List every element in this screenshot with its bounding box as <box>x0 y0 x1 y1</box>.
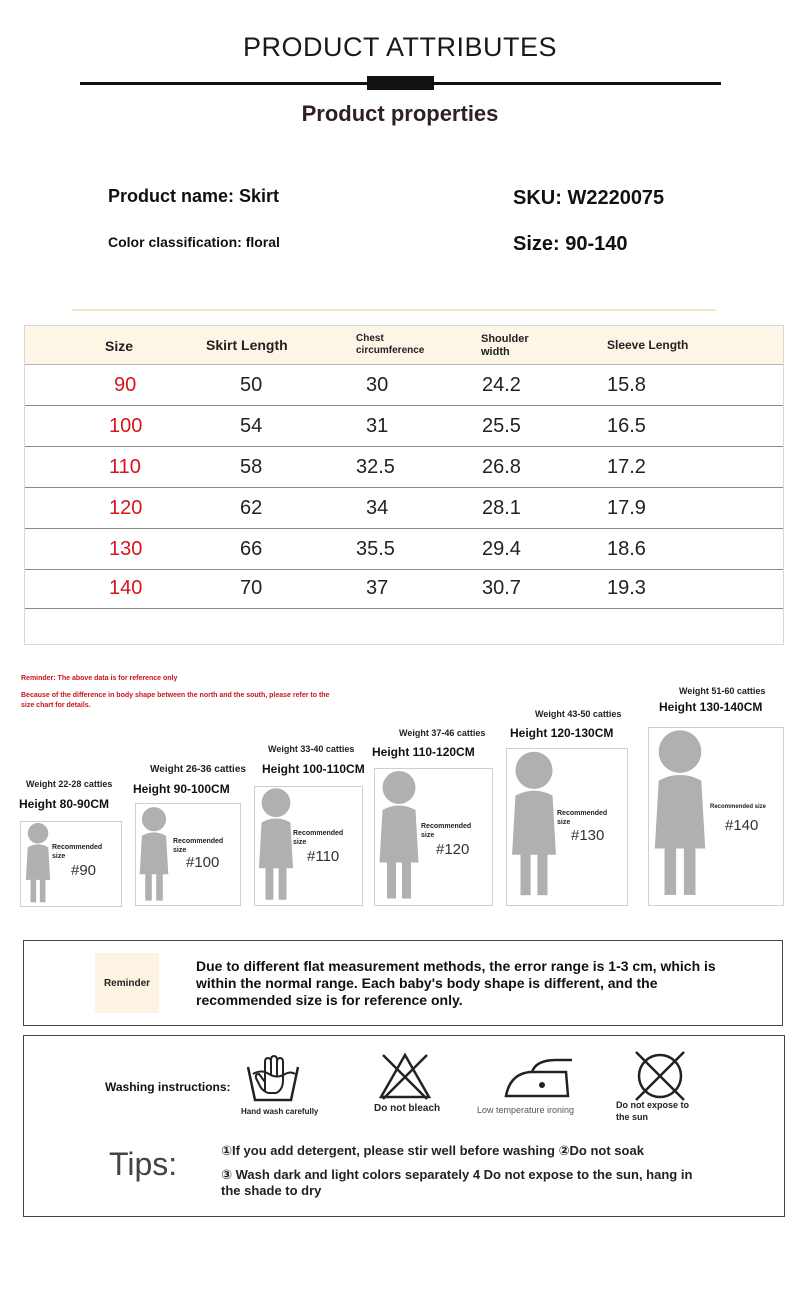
table-cell: 29.4 <box>482 538 521 560</box>
product-name: Product name: Skirt <box>108 186 280 206</box>
recommended-label: Recommended size <box>710 804 767 810</box>
recommended-size-code: #110 <box>307 848 340 865</box>
column-header-skirt-length: Skirt Length <box>206 337 288 353</box>
table-cell: 32.5 <box>356 456 395 478</box>
product-size-range: Size: 90-140 <box>513 233 628 255</box>
size-guide-weight: Weight 43-50 catties <box>535 709 622 719</box>
reference-note: Reminder: The above data is for reference only <box>21 675 178 682</box>
recommended-label: Recommended size <box>52 844 103 860</box>
table-cell: 28.1 <box>482 497 521 519</box>
table-cell-size: 100 <box>109 415 143 437</box>
table-cell-size: 120 <box>109 497 143 519</box>
table-cell: 54 <box>240 415 263 437</box>
table-cell: 62 <box>240 497 263 519</box>
size-guide-weight: Weight 51-60 catties <box>679 686 766 696</box>
size-guide-card <box>20 821 122 907</box>
no-bleach-caption: Do not bleach <box>374 1103 441 1114</box>
table-cell-size: 130 <box>109 538 143 560</box>
size-guide-height: Height 130-140CM <box>659 700 763 714</box>
recommended-label: Recommended size <box>293 830 344 846</box>
table-cell: 66 <box>240 538 263 560</box>
no-bleach-icon <box>377 1051 433 1101</box>
table-cell: 17.2 <box>607 456 646 478</box>
table-cell: 24.2 <box>482 374 521 396</box>
column-header-chest: Chest circumference <box>356 333 425 356</box>
size-guide-height: Height 100-110CM <box>262 762 365 776</box>
reminder-tag-label: Reminder <box>103 978 151 989</box>
size-guide-card <box>135 803 241 906</box>
tip-line-2: ③ Wash dark and light colors separately 4 Do not expose to the sun, hang in the shade to dry <box>221 1167 693 1198</box>
size-guide-weight: Weight 26-36 catties <box>150 764 246 775</box>
child-silhouette-icon <box>375 769 423 905</box>
table-cell-size: 140 <box>109 577 143 599</box>
recommended-label: Recommended size <box>557 810 608 826</box>
column-header-sleeve: Sleeve Length <box>607 338 689 352</box>
body-shape-note: Because of the difference in body shape between the north and the south, please refer to the size chart for details. <box>21 692 330 709</box>
reminder-tag <box>95 953 159 1013</box>
table-cell: 25.5 <box>482 415 521 437</box>
table-row <box>25 406 783 447</box>
column-header-size: Size <box>105 338 134 354</box>
table-cell: 50 <box>240 374 263 396</box>
size-table <box>24 325 784 645</box>
size-guide-card <box>506 748 628 906</box>
child-silhouette-icon <box>136 806 172 905</box>
size-guide-card <box>374 768 493 906</box>
reminder-text: Due to different flat measurement methods, the error range is 1-3 cm, which is within the normal range. Each baby's body shape is different, and the recommended size is for reference only. <box>196 958 716 1008</box>
child-silhouette-icon <box>23 822 53 906</box>
low-temp-iron-icon <box>502 1056 584 1102</box>
child-silhouette-icon <box>507 749 561 903</box>
table-cell: 15.8 <box>607 374 646 396</box>
product-sku: SKU: W2220075 <box>513 187 665 209</box>
tip-line-1: ①If you add detergent, please stir well before washing ②Do not soak <box>221 1143 644 1158</box>
size-guide-card <box>254 786 363 906</box>
hand-wash-caption: Hand wash carefully <box>241 1107 319 1116</box>
no-sun-icon <box>632 1050 688 1102</box>
table-cell: 30 <box>366 374 389 396</box>
table-cell: 30.7 <box>482 577 521 599</box>
table-cell: 16.5 <box>607 415 646 437</box>
no-sun-caption: Do not expose to the sun <box>616 1100 690 1122</box>
size-guide-height: Height 90-100CM <box>133 782 230 796</box>
reminder-box <box>23 940 783 1026</box>
table-cell: 17.9 <box>607 497 646 519</box>
size-guide-weight: Weight 33-40 catties <box>268 744 355 754</box>
size-guide-weight: Weight 37-46 catties <box>399 728 486 738</box>
recommended-label: Recommended size <box>173 838 224 854</box>
table-cell-size: 90 <box>114 374 137 396</box>
table-cell-size: 110 <box>109 456 141 478</box>
washing-label: Washing instructions: <box>105 1080 231 1094</box>
recommended-size-code: #120 <box>436 841 470 858</box>
table-cell: 18.6 <box>607 538 646 560</box>
table-cell: 19.3 <box>607 577 646 599</box>
child-silhouette-icon <box>649 728 711 903</box>
size-guide-weight: Weight 22-28 catties <box>26 779 113 789</box>
title-divider-accent <box>367 76 434 90</box>
table-cell: 26.8 <box>482 456 521 478</box>
size-guide-card <box>648 727 784 906</box>
recommended-size-code: #100 <box>186 854 220 871</box>
page-title: PRODUCT ATTRIBUTES <box>242 32 558 62</box>
table-cell: 31 <box>366 415 389 437</box>
table-row <box>25 488 783 529</box>
recommended-size-code: #140 <box>725 817 759 834</box>
recommended-size-code: #130 <box>571 827 605 844</box>
table-header <box>25 326 783 365</box>
column-header-shoulder: Shoulder width <box>481 333 529 358</box>
recommended-label: Recommended size <box>421 823 472 839</box>
child-silhouette-icon <box>255 787 297 905</box>
table-cell: 34 <box>366 497 389 519</box>
size-guide-height: Height 80-90CM <box>19 797 110 811</box>
hand-wash-icon <box>243 1052 303 1108</box>
info-divider <box>72 309 716 311</box>
size-guide-height: Height 110-120CM <box>372 745 475 759</box>
table-row <box>25 447 783 488</box>
table-row <box>25 365 783 406</box>
color-classification: Color classification: floral <box>108 234 280 250</box>
tips-label: Tips: <box>109 1146 178 1182</box>
size-guide-height: Height 120-130CM <box>510 726 614 740</box>
table-row <box>25 568 783 609</box>
low-temp-iron-caption: Low temperature ironing <box>477 1105 575 1115</box>
table-cell: 37 <box>366 577 389 599</box>
table-cell: 70 <box>240 577 263 599</box>
washing-box <box>23 1035 785 1217</box>
table-cell: 35.5 <box>356 538 395 560</box>
table-cell: 58 <box>240 456 263 478</box>
recommended-size-code: #90 <box>71 862 97 879</box>
table-row <box>25 529 783 570</box>
section-subtitle: Product properties <box>301 101 499 126</box>
